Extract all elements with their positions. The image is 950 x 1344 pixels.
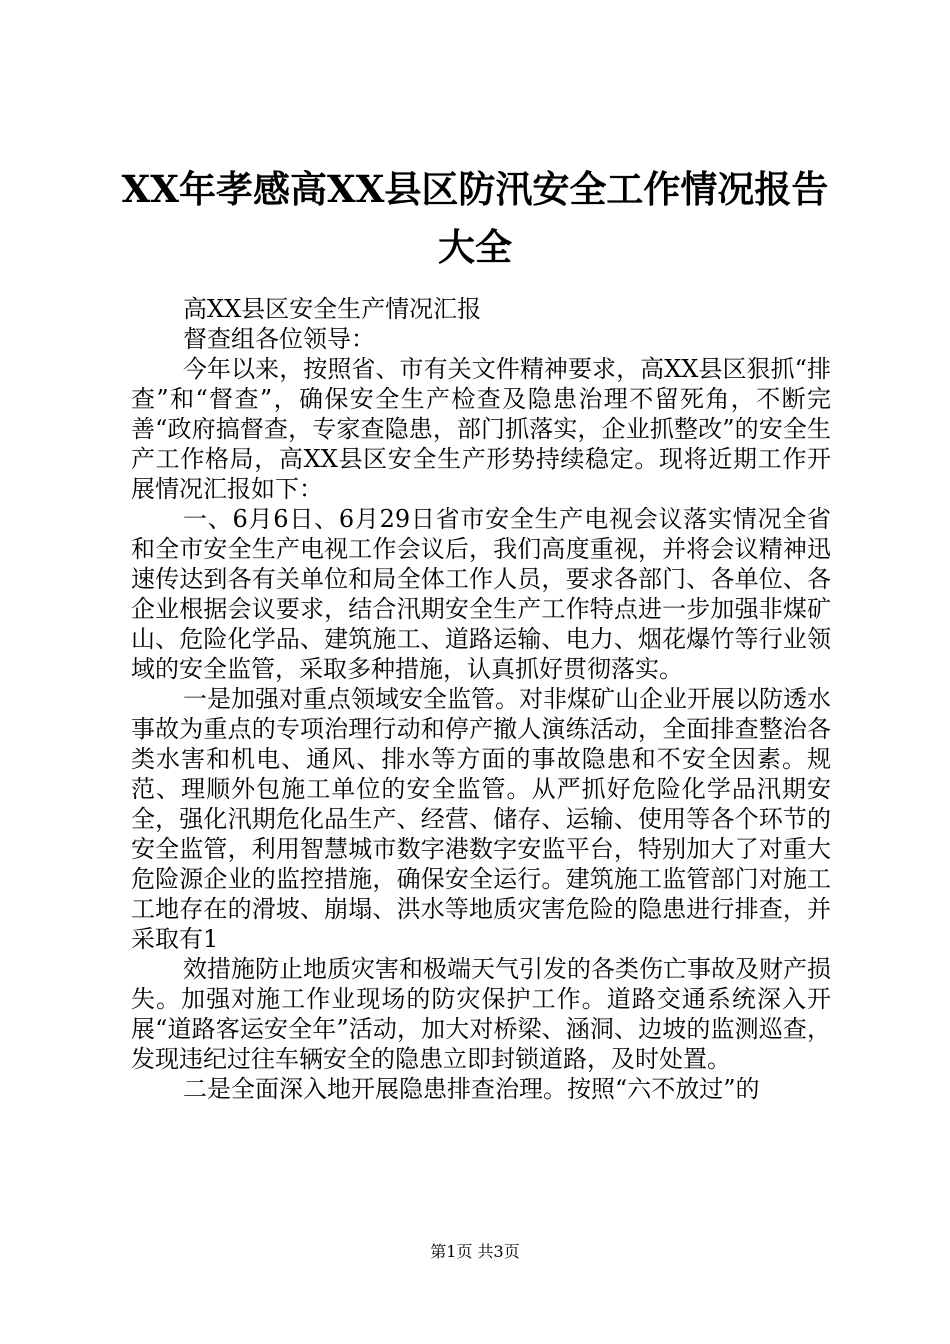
paragraph-subtitle: 高XX县区安全生产情况汇报 <box>183 295 482 323</box>
paragraph-salutation: 督查组各位领导： <box>183 325 375 353</box>
paragraph-point-one-continued: 效措施防止地质灾害和极端天气引发的各类伤亡事故及财产损失。加强对施工作业现场的防灾保护工作。道路交通系统深入开展“道路客运安全年”活动，加大对桥梁、涵洞、边坡的监测巡查，发现违纪过往车辆安全的隐患立即封锁道路，及时处置。 <box>131 955 831 1073</box>
paragraph-point-one: 一是加强对重点领域安全监管。对非煤矿山企业开展以防透水事故为重点的专项治理行动和停产撤人演练活动，全面排查整治各类水害和机电、通风、排水等方面的事故隐患和不安全因素。规范、理顺外包施工单位的安全监管。从严抓好危险化学品汛期安全，强化汛期危化品生产、经营、储存、运输、使用等各个环节的安全监管，利用智慧城市数字港数字安监平台，特别加大了对重大危险源企业的监控措施，确保安全运行。建筑施工监管部门对施工工地存在的滑坡、崩塌、洪水等地质灾害危险的隐患进行排查，并采取有1 <box>131 685 831 953</box>
document-body <box>131 294 831 1104</box>
page-number: 第1页 共3页 <box>430 1242 520 1261</box>
paragraph-section-one: 一、6月6日、6月29日省市安全生产电视会议落实情况全省和全市安全生产电视工作会议后，我们高度重视，并将会议精神迅速传达到各有关单位和局全体工作人员，要求各部门、各单位、各企业根据会议要求，结合汛期安全生产工作特点进一步加强非煤矿山、危险化学品、建筑施工、道路运输、电力、烟花爆竹等行业领域的安全监管，采取多种措施，认真抓好贯彻落实。 <box>131 505 831 683</box>
paragraph-intro: 今年以来，按照省、市有关文件精神要求，高XX县区狠抓“排查”和“督查”，确保安全生产检查及隐患治理不留死角，不断完善“政府搞督查，专家查隐患，部门抓落实，企业抓整改”的安全生产工作格局，高XX县区安全生产形势持续稳定。现将近期工作开展情况汇报如下： <box>131 355 831 503</box>
document-title: XX年孝感高XX县区防汛安全工作情况报告大全 <box>121 167 829 269</box>
paragraph-point-two: 二是全面深入地开展隐患排查治理。按照“六不放过”的 <box>183 1075 760 1103</box>
